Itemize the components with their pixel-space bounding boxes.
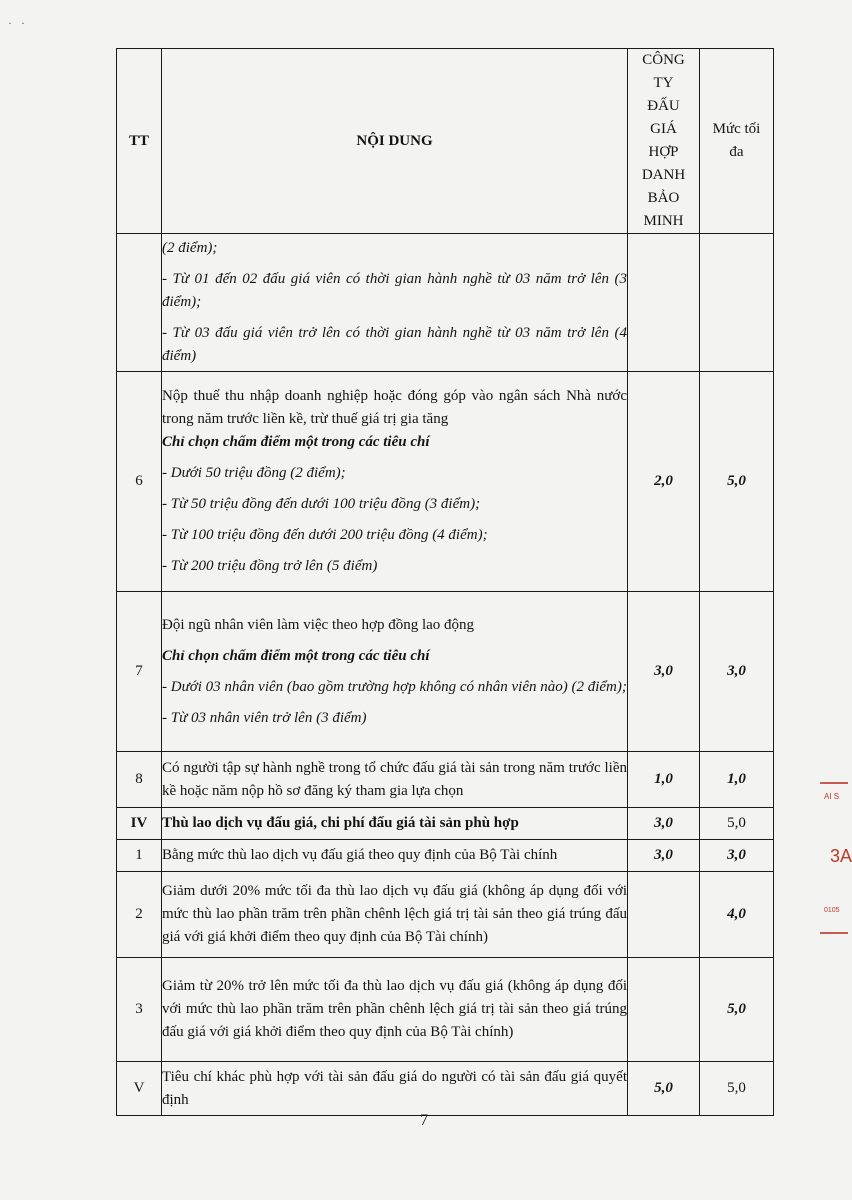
row-company-score [628, 958, 700, 1062]
row-content [162, 872, 628, 958]
table-row-IV-2 [117, 872, 774, 958]
row-company-score [628, 872, 700, 958]
header-content: NỘI DUNG [162, 49, 628, 234]
stamp-text: 0105 [824, 907, 840, 914]
stamp-border [820, 932, 848, 934]
row-tt: 3 [117, 958, 162, 1062]
row-content [162, 958, 628, 1062]
table-row-IV-1 [117, 840, 774, 872]
page-number: 7 [420, 1112, 428, 1129]
table-header-row [117, 49, 774, 234]
header-max-line: Mức tối [712, 121, 761, 137]
stamp-text: AI S [824, 792, 840, 801]
row-max-score: 4,0 [700, 872, 774, 958]
scoring-table [116, 48, 774, 1116]
stamp-border [820, 782, 848, 784]
row-tt: 6 [117, 372, 162, 592]
row-content [162, 1062, 628, 1116]
header-company-line: CÔNG [642, 52, 685, 68]
header-company-line: HỢP [648, 144, 679, 160]
row-content [162, 752, 628, 808]
criterion-option: - Từ 200 triệu đồng trở lên (5 điểm) [162, 558, 378, 574]
table-row-7 [117, 592, 774, 752]
row-tt: V [117, 1062, 162, 1116]
criterion-title: Có người tập sự hành nghề trong tổ chức đấu giá tài sản trong năm trước liền kề hoặc năm nộp hồ sơ đăng ký tham gia lựa chọn [162, 759, 627, 799]
header-company-line: DANH [641, 167, 686, 183]
table-row-V [117, 1062, 774, 1116]
criterion-subtitle: Chỉ chọn chấm điểm một trong các tiêu chí [162, 647, 430, 664]
header-max-line: đa [729, 144, 744, 160]
row-company-score: 1,0 [628, 752, 700, 808]
row-company-score: 5,0 [628, 1062, 700, 1116]
criterion-option: - Từ 100 triệu đồng đến dưới 200 triệu đồng (4 điểm); [162, 527, 488, 543]
row-tt: 2 [117, 872, 162, 958]
header-company-line: BẢO [647, 190, 680, 206]
row-max-score: 5,0 [700, 1062, 774, 1116]
criterion-title: Giảm dưới 20% mức tối đa thù lao dịch vụ đấu giá (không áp dụng đối với mức thù lao phần trăm trên phần chênh lệch giá trị tài sản theo giá trúng đấu giá với giá khởi điểm theo quy định của Bộ Tài chính) [162, 883, 627, 945]
row-company-score: 3,0 [628, 808, 700, 840]
row-content [162, 808, 628, 840]
header-max [700, 49, 774, 234]
header-company-line: MINH [643, 213, 684, 229]
row-company-score: 2,0 [628, 372, 700, 592]
row-content [162, 840, 628, 872]
row-company-score [628, 234, 700, 372]
row-max-score: 5,0 [700, 808, 774, 840]
header-tt: TT [117, 49, 162, 234]
row-max-score: 3,0 [700, 592, 774, 752]
header-company-line: GIÁ [650, 121, 677, 137]
header-company [628, 49, 700, 234]
row-content [162, 592, 628, 752]
row-tt: 8 [117, 752, 162, 808]
criterion-option: - Từ 03 nhân viên trở lên (3 điểm) [162, 709, 367, 726]
table-row-IV [117, 808, 774, 840]
table-row-IV-3 [117, 958, 774, 1062]
row-company-score: 3,0 [628, 592, 700, 752]
criterion-option: - Từ 50 triệu đồng đến dưới 100 triệu đồng (3 điểm); [162, 496, 481, 512]
criterion-title: Nộp thuế thu nhập doanh nghiệp hoặc đóng góp vào ngân sách Nhà nước trong năm trước liền kề, trừ thuế giá trị gia tăng [162, 388, 627, 427]
criteria-line: - Từ 03 đấu giá viên trở lên có thời gian hành nghề từ 03 năm trở lên (4 điểm) [162, 325, 627, 364]
scan-corner-mark: · · [8, 16, 28, 30]
row-content [162, 234, 628, 372]
table-row-6 [117, 372, 774, 592]
criterion-title: Tiêu chí khác phù hợp với tài sản đấu giá do người có tài sản đấu giá quyết định [162, 1068, 627, 1108]
criterion-title: Bằng mức thù lao dịch vụ đấu giá theo quy định của Bộ Tài chính [162, 847, 558, 863]
row-max-score [700, 234, 774, 372]
row-content [162, 372, 628, 592]
criterion-title: Đội ngũ nhân viên làm việc theo hợp đồng lao động [162, 616, 475, 633]
criterion-title: Giảm từ 20% trở lên mức tối đa thù lao dịch vụ đấu giá (không áp dụng đối với mức thù lao phần trăm trên phần chênh lệch giá trị tài sản theo giá trúng đấu giá với giá khởi điểm theo quy định của Bộ Tài chính) [162, 978, 627, 1040]
row-company-score: 3,0 [628, 840, 700, 872]
row-tt: IV [117, 808, 162, 840]
criterion-option: - Dưới 50 triệu đồng (2 điểm); [162, 465, 346, 481]
header-company-line: TY [653, 75, 674, 91]
table-row-8 [117, 752, 774, 808]
row-tt: 1 [117, 840, 162, 872]
section-title: Thù lao dịch vụ đấu giá, chi phí đấu giá tài sản phù hợp [162, 815, 519, 831]
row-tt [117, 234, 162, 372]
header-company-line: ĐẤU [647, 98, 680, 114]
criterion-option: - Dưới 03 nhân viên (bao gồm trường hợp không có nhân viên nào) (2 điểm); [162, 678, 627, 695]
row-max-score: 5,0 [700, 958, 774, 1062]
row-max-score: 1,0 [700, 752, 774, 808]
row-max-score: 3,0 [700, 840, 774, 872]
row-max-score: 5,0 [700, 372, 774, 592]
criteria-line: (2 điểm); [162, 240, 218, 256]
stamp-text: 3A [830, 846, 852, 866]
stamp-fragment [820, 780, 852, 940]
criteria-line: - Từ 01 đến 02 đấu giá viên có thời gian hành nghề từ 03 năm trở lên (3 điểm); [162, 271, 627, 310]
table-row-continuation [117, 234, 774, 372]
criterion-subtitle: Chỉ chọn chấm điểm một trong các tiêu chí [162, 434, 430, 450]
row-tt: 7 [117, 592, 162, 752]
